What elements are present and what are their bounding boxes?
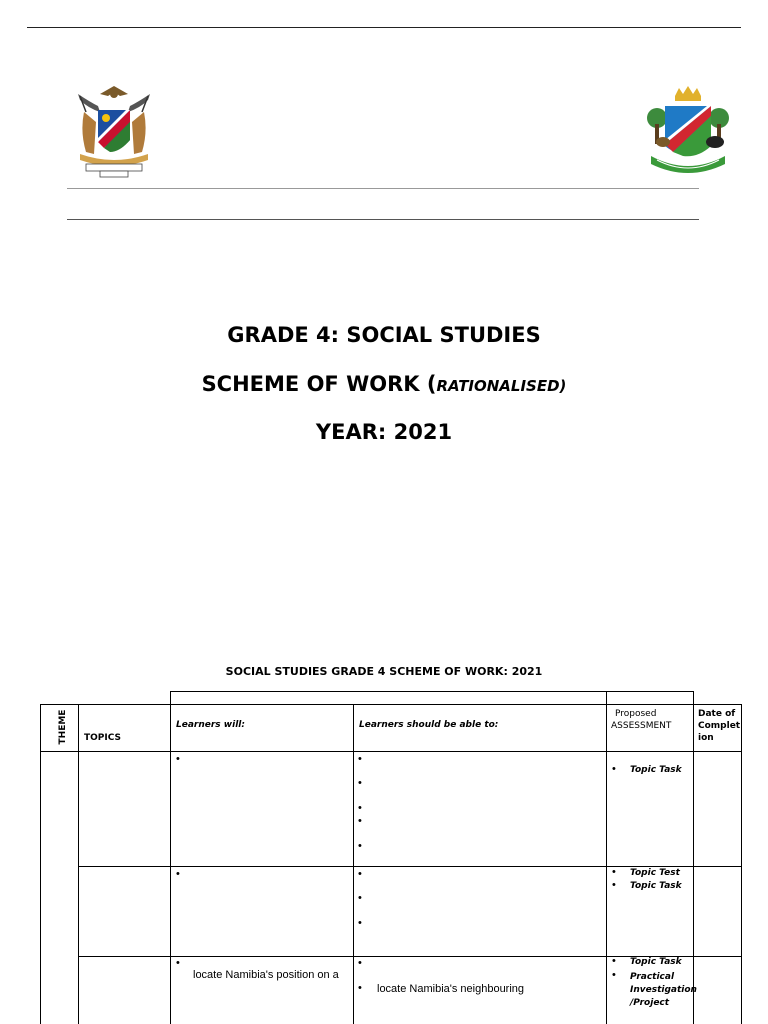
- table-caption: SOCIAL STUDIES GRADE 4 SCHEME OF WORK: 2021: [225, 665, 543, 678]
- header-learners-able: Learners should be able to:: [359, 720, 499, 730]
- row3-assess-item-1: Topic Task: [630, 957, 682, 967]
- title-scheme-main: SCHEME OF WORK: [201, 372, 427, 396]
- row2-able-bullet-1: •: [358, 868, 362, 880]
- header-learners-will: Learners will:: [176, 720, 245, 730]
- row3-assess-item-2-line1: Practical: [630, 972, 675, 982]
- col-topics-divider: [170, 704, 171, 1024]
- row1-will-bullet: •: [176, 753, 180, 765]
- table-overhang-left: [170, 691, 171, 705]
- row2-able-bullet-3: •: [358, 917, 362, 929]
- col-left-border: [40, 704, 41, 1024]
- header-date-line2: Complet: [698, 721, 741, 731]
- col-able-divider: [606, 691, 607, 1024]
- table-overhang-right: [693, 691, 694, 705]
- row3-assess-item-2: [630, 971, 697, 1010]
- row1-able-bullet-2: •: [358, 777, 362, 789]
- row2-assess-item-2: Topic Task: [630, 881, 682, 891]
- title-year: YEAR: 2021: [315, 420, 453, 444]
- row1-assess-item-1: Topic Task: [630, 765, 682, 775]
- header-assessment-line2: ASSESSMENT: [611, 721, 672, 731]
- header-rule-2: [67, 219, 699, 220]
- row3-assess-bullet-1: •: [612, 955, 616, 967]
- regional-emblem-logo: [643, 84, 733, 180]
- row3-will-bullet: •: [176, 957, 180, 969]
- header-theme: THEME: [58, 709, 68, 745]
- title-scheme-rationalised: RATIONALISED): [436, 377, 567, 395]
- col-right-border: [741, 704, 742, 1024]
- table-top-border: [40, 704, 742, 705]
- row3-assess-bullet-2: •: [612, 969, 616, 981]
- header-rule-1: [67, 188, 699, 189]
- header-assessment-line1: Proposed: [615, 709, 657, 719]
- row1-able-bullet-3: •: [358, 802, 362, 814]
- row3-able-bullet-2: •: [358, 982, 362, 994]
- col-will-divider: [353, 704, 354, 1024]
- row3-able-text: locate Namibia's neighbouring: [377, 983, 525, 995]
- title-scheme: [0, 372, 768, 396]
- row1-able-bullet-1: •: [358, 753, 362, 765]
- row3-assess-item-2-line2: Investigation: [630, 985, 697, 995]
- row3-able-bullet-1: •: [358, 957, 362, 969]
- table-header-bottom: [40, 751, 742, 752]
- row2-assess-item-1: Topic Test: [630, 868, 680, 878]
- row2-able-bullet-2: •: [358, 892, 362, 904]
- row2-assess-bullet-2: •: [612, 879, 616, 891]
- header-topics: TOPICS: [84, 733, 121, 743]
- row1-able-bullet-4: •: [358, 815, 362, 827]
- title-scheme-paren: (: [426, 372, 437, 396]
- row1-able-bullet-5: •: [358, 840, 362, 852]
- top-rule: [27, 27, 741, 28]
- row3-will-text: locate Namibia's position on a: [193, 969, 339, 981]
- header-assessment: [611, 708, 671, 732]
- header-date-line1: Date of: [698, 709, 736, 719]
- row2-will-bullet: •: [176, 868, 180, 880]
- row3-assess-item-2-line3: /Project: [630, 998, 670, 1008]
- header-date: [698, 708, 740, 744]
- coat-of-arms-logo: [70, 82, 158, 178]
- row2-assess-bullet-1: •: [612, 866, 616, 878]
- col-theme-divider: [78, 704, 79, 1024]
- row1-assess-bullet-1: •: [612, 763, 616, 775]
- row1-bottom: [78, 866, 742, 867]
- table-top-overhang: [170, 691, 693, 692]
- title-grade: GRADE 4: SOCIAL STUDIES: [227, 323, 541, 347]
- header-date-line3: ion: [698, 733, 714, 743]
